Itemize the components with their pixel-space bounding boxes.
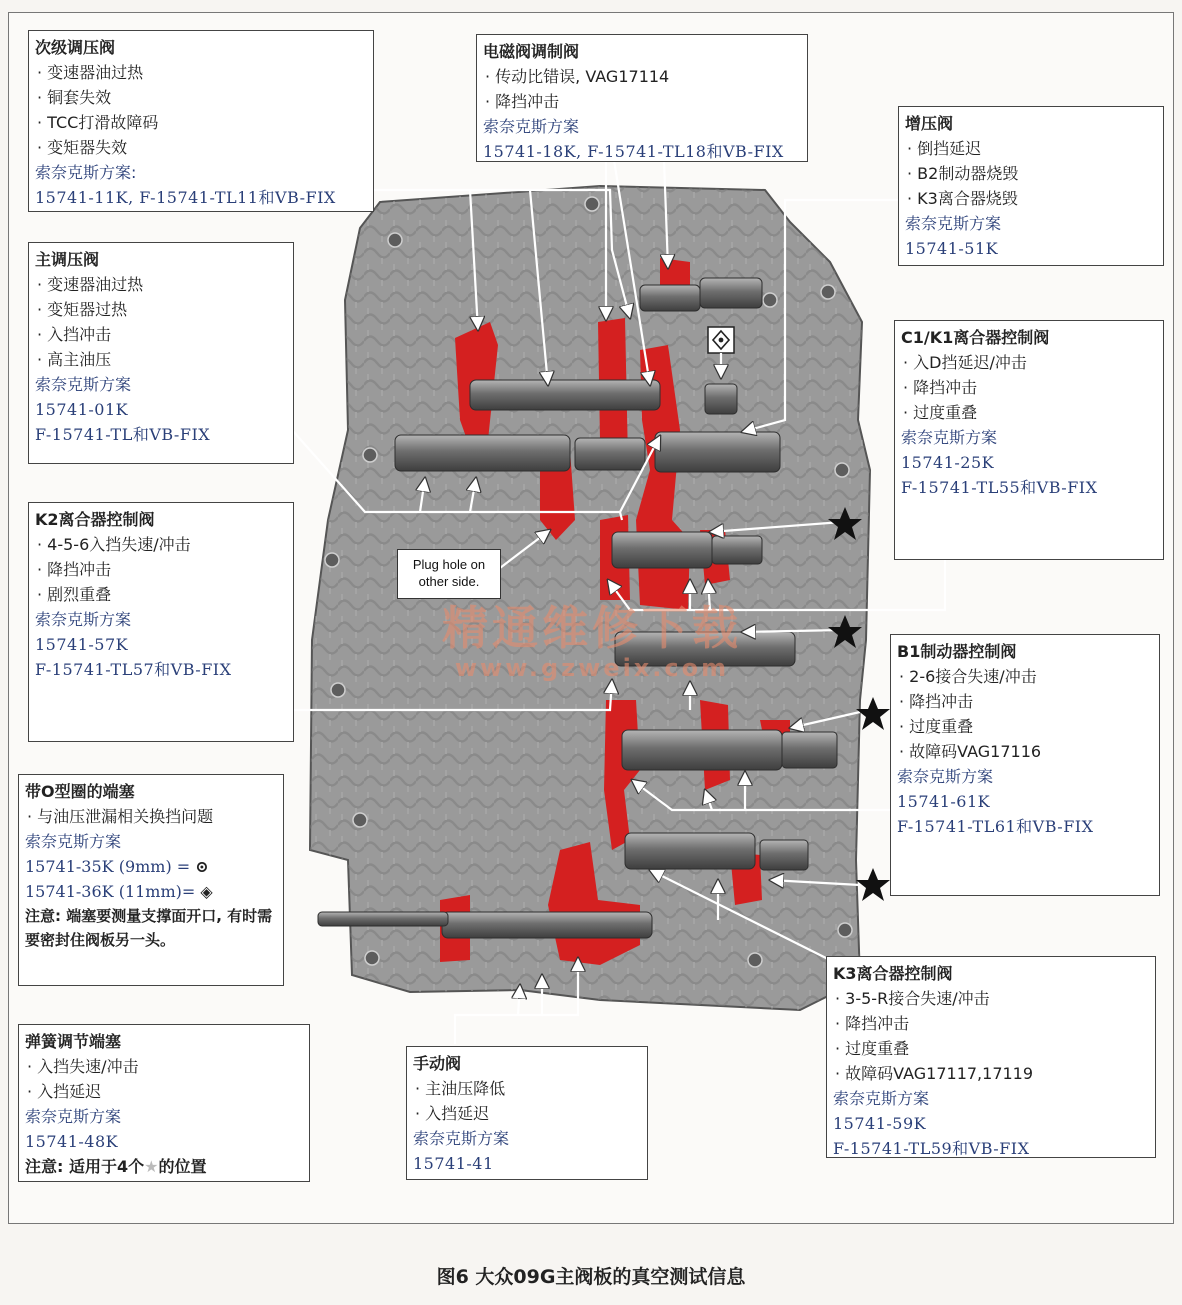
part-number xyxy=(25,879,275,904)
plug-hole-label: Plug hole on other side. xyxy=(397,549,501,599)
symptom: · 高主油压 xyxy=(35,347,285,372)
box-title: 主调压阀 xyxy=(35,250,100,269)
symptom: · 降挡冲击 xyxy=(35,557,285,582)
symptom: · 入挡冲击 xyxy=(35,322,285,347)
symptom: · 过度重叠 xyxy=(901,400,1155,425)
spring-end-plug-box xyxy=(18,1024,310,1182)
part-number: F-15741-TL和VB-FIX xyxy=(35,425,211,444)
part-number: F-15741-TL55和VB-FIX xyxy=(901,478,1098,497)
symptom: · 过度重叠 xyxy=(897,714,1151,739)
watermark xyxy=(412,602,772,682)
part-number-text: 15741-35K (9mm) = xyxy=(25,857,191,876)
box-title: 次级调压阀 xyxy=(35,38,116,57)
symptom: · 降挡冲击 xyxy=(901,375,1155,400)
symptom: · TCC打滑故障码 xyxy=(35,110,365,135)
solution-label: 索奈克斯方案 xyxy=(901,428,998,447)
part-number: 15741-41 xyxy=(413,1154,494,1173)
symptom: · 传动比错误, VAG17114 xyxy=(483,64,799,89)
part-number: 15741-59K xyxy=(833,1114,927,1133)
box-title: 手动阀 xyxy=(413,1054,462,1073)
figure-caption: 图6 大众09G主阀板的真空测试信息 xyxy=(436,1266,746,1288)
box-title: B1制动器控制阀 xyxy=(897,642,1017,661)
symptom: · 与油压泄漏相关换挡问题 xyxy=(25,804,275,829)
part-number: 15741-01K xyxy=(35,400,129,419)
symptom: · 4-5-6入挡失速/冲击 xyxy=(35,532,285,557)
symptom: · 入D挡延迟/冲击 xyxy=(901,350,1155,375)
symptom: · 变速器油过热 xyxy=(35,272,285,297)
box-title: 弹簧调节端塞 xyxy=(25,1032,122,1051)
symptom: · 变速器油过热 xyxy=(35,60,365,85)
box-title: 电磁阀调制阀 xyxy=(483,42,580,61)
solenoid-modulator-box xyxy=(476,34,808,162)
solution-label: 索奈克斯方案 xyxy=(413,1129,510,1148)
solution-label: 索奈克斯方案 xyxy=(35,375,132,394)
symptom: · 过度重叠 xyxy=(833,1036,1147,1061)
symptom: · 降挡冲击 xyxy=(483,89,799,114)
symptom: · 故障码VAG17116 xyxy=(897,739,1151,764)
solution-label: 索奈克斯方案 xyxy=(897,767,994,786)
part-number-text: 15741-36K (11mm)= xyxy=(25,882,196,901)
watermark-title: 精通维修下载 xyxy=(442,601,742,655)
symptom: · 故障码VAG17117,17119 xyxy=(833,1061,1147,1086)
main-regulator-box xyxy=(28,242,294,464)
watermark-url: www.gzweix.com xyxy=(454,654,730,682)
part-number: 15741-48K xyxy=(25,1132,119,1151)
secondary-regulator-box xyxy=(28,30,374,212)
symptom: · 倒挡延迟 xyxy=(905,136,1155,161)
oring-end-plug-box xyxy=(18,774,284,986)
solution-label: 索奈克斯方案 xyxy=(25,832,122,851)
part-number: 15741-25K xyxy=(901,453,995,472)
symptom: · 铜套失效 xyxy=(35,85,365,110)
symptom: · 入挡失速/冲击 xyxy=(25,1054,301,1079)
box-title: C1/K1离合器控制阀 xyxy=(901,328,1050,347)
part-number: 15741-61K xyxy=(897,792,991,811)
solution-label: 索奈克斯方案 xyxy=(483,117,580,136)
box-title: 带O型圈的端塞 xyxy=(25,782,135,801)
note: 注意: 端塞要测量支撑面开口, 有时需要密封住阀板另一头。 xyxy=(25,907,273,949)
symptom: · 降挡冲击 xyxy=(833,1011,1147,1036)
part-number: F-15741-TL57和VB-FIX xyxy=(35,660,232,679)
note-text: 的位置 xyxy=(158,1157,207,1176)
symptom: · K3离合器烧毁 xyxy=(905,186,1155,211)
part-number: 15741-57K xyxy=(35,635,129,654)
circle-dot-icon: ⊙ xyxy=(195,857,209,876)
symptom: · 入挡延迟 xyxy=(25,1079,301,1104)
symptom: · 主油压降低 xyxy=(413,1076,639,1101)
note-text: 注意: 适用于4个 xyxy=(25,1157,145,1176)
boost-valve-box xyxy=(898,106,1164,266)
star-icon: ★ xyxy=(144,1157,159,1176)
solution-label: 索奈克斯方案 xyxy=(905,214,1002,233)
solution-label: 索奈克斯方案 xyxy=(25,1107,122,1126)
solution-label: 索奈克斯方案 xyxy=(833,1089,930,1108)
diamond-dot-icon: ◈ xyxy=(200,882,213,901)
part-number: 15741-11K, F-15741-TL11和VB-FIX xyxy=(35,188,336,207)
note xyxy=(25,1154,301,1179)
symptom: · B2制动器烧毁 xyxy=(905,161,1155,186)
c1k1-clutch-valve-box xyxy=(894,320,1164,560)
solution-label: 索奈克斯方案 xyxy=(35,610,132,629)
symptom: · 降挡冲击 xyxy=(897,689,1151,714)
symptom: · 2-6接合失速/冲击 xyxy=(897,664,1151,689)
solution-label: 索奈克斯方案: xyxy=(35,163,137,182)
k2-clutch-valve-box xyxy=(28,502,294,742)
part-number: F-15741-TL61和VB-FIX xyxy=(897,817,1094,836)
box-title: K2离合器控制阀 xyxy=(35,510,155,529)
part-number: F-15741-TL59和VB-FIX xyxy=(833,1139,1030,1158)
symptom: · 剧烈重叠 xyxy=(35,582,285,607)
k3-clutch-valve-box xyxy=(826,956,1156,1158)
star-icon xyxy=(856,868,890,901)
part-number: 15741-51K xyxy=(905,239,999,258)
manual-valve-box xyxy=(406,1046,648,1180)
symptom: · 3-5-R接合失速/冲击 xyxy=(833,986,1147,1011)
symptom: · 入挡延迟 xyxy=(413,1101,639,1126)
b1-brake-valve-box xyxy=(890,634,1160,896)
box-title: K3离合器控制阀 xyxy=(833,964,953,983)
part-number xyxy=(25,854,275,879)
part-number: 15741-18K, F-15741-TL18和VB-FIX xyxy=(483,142,784,161)
symptom: · 变矩器失效 xyxy=(35,135,365,160)
box-title: 增压阀 xyxy=(905,114,954,133)
symptom: · 变矩器过热 xyxy=(35,297,285,322)
star-icon xyxy=(856,697,890,730)
